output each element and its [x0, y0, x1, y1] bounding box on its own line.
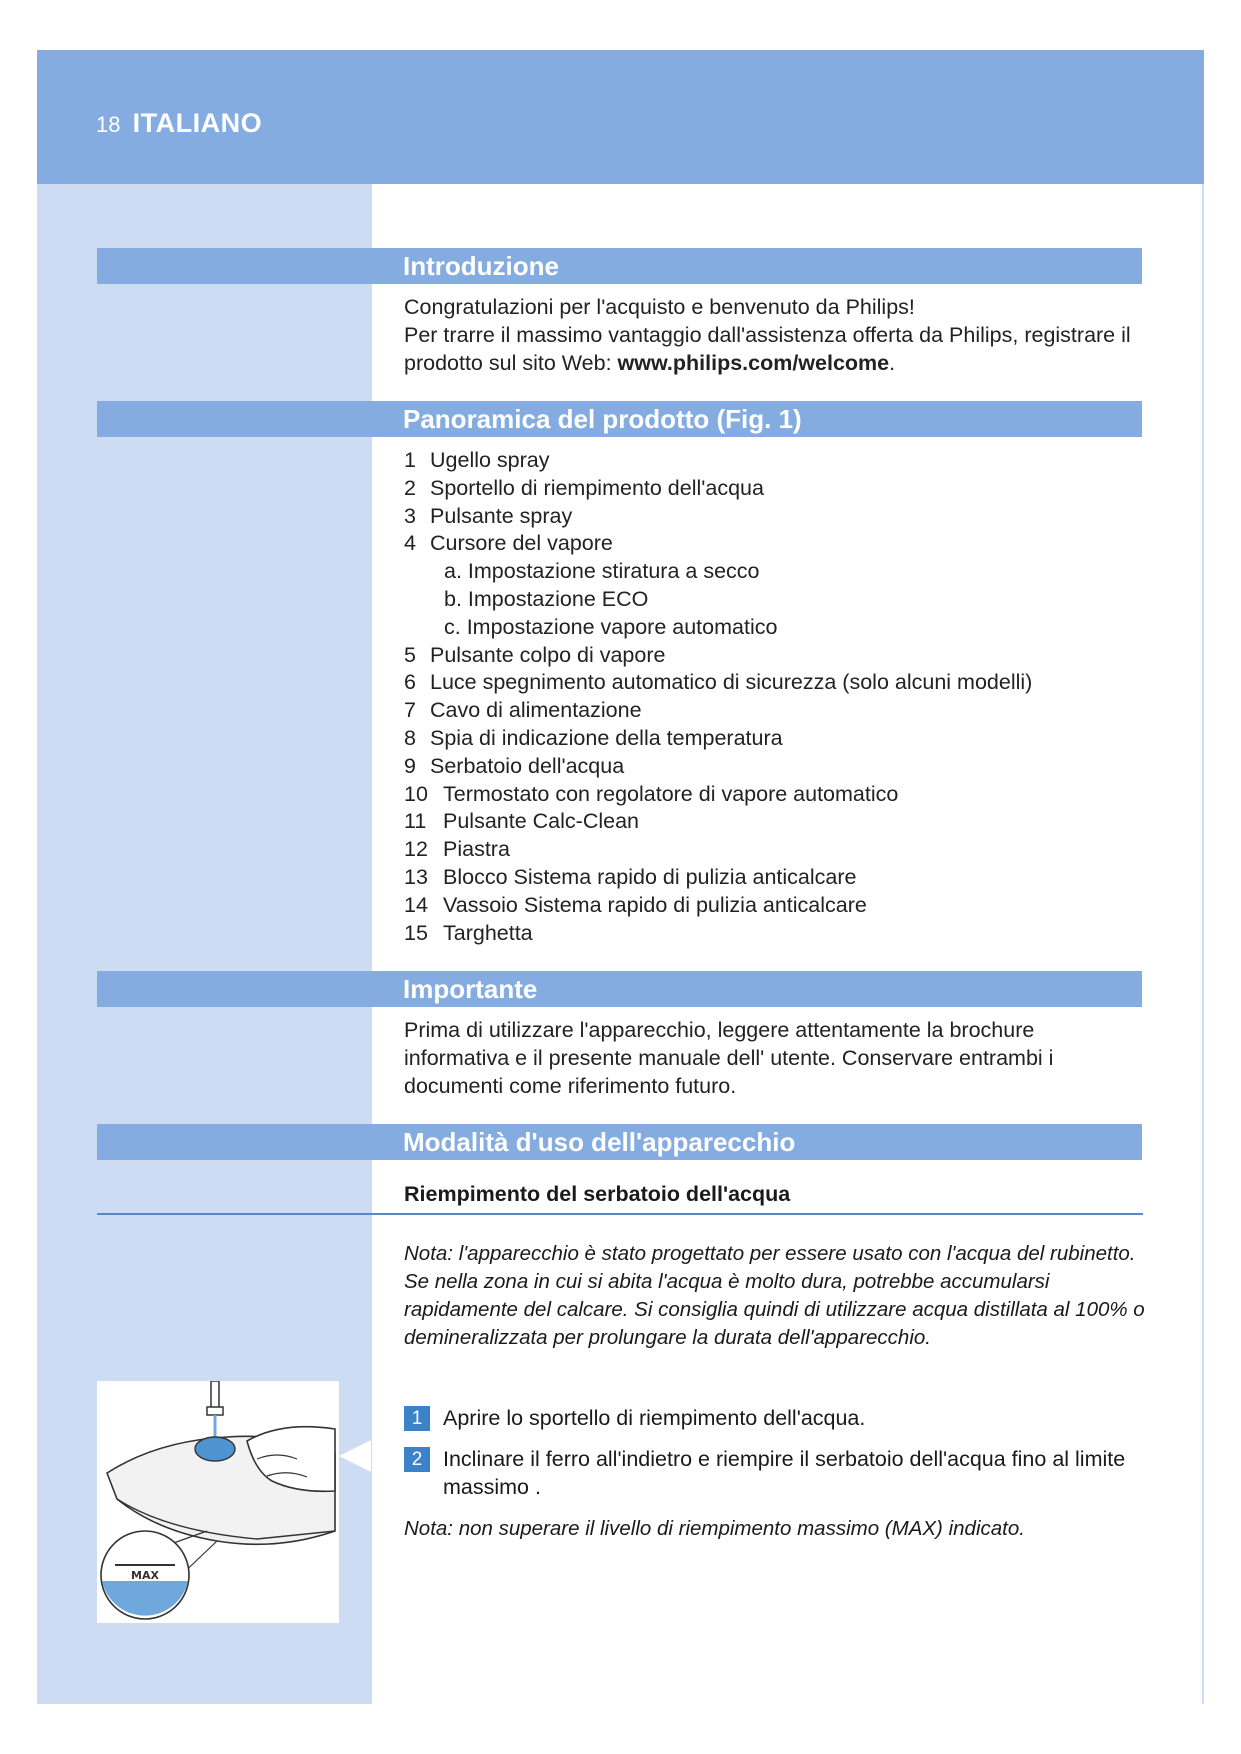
parts-item-number: 7: [404, 698, 416, 723]
callout-pointer: [339, 1440, 371, 1472]
parts-item-label: Pulsante colpo di vapore: [430, 642, 666, 667]
parts-item-number: 15: [404, 920, 428, 945]
section-bar-overview: [97, 401, 1142, 437]
parts-list: [404, 447, 1144, 947]
parts-list-subitem: [404, 558, 1144, 586]
iron-filling-drawing: [97, 1381, 339, 1623]
parts-list-item: [404, 530, 1144, 558]
parts-item-number: 3: [404, 503, 416, 528]
step-2-badge: 2: [404, 1447, 430, 1472]
parts-item-label: Serbatoio dell'acqua: [430, 753, 625, 778]
section-bar-intro: [97, 248, 1142, 284]
parts-item-label: Piastra: [443, 837, 510, 862]
parts-item-number: 5: [404, 642, 416, 667]
parts-list-item: [404, 892, 1144, 920]
parts-item-number: 10: [404, 781, 428, 806]
parts-item-number: 8: [404, 725, 416, 750]
parts-item-number: 4: [404, 531, 416, 556]
max-label: MAX: [131, 1569, 159, 1582]
iron-filling-illustration: [97, 1381, 339, 1623]
important-text: [404, 1016, 1094, 1100]
parts-item-label: Pulsante Calc-Clean: [443, 809, 639, 834]
parts-item-number: 12: [404, 837, 428, 862]
parts-item-label: Targhetta: [443, 920, 533, 945]
intro-line-2-text: Per trarre il massimo vantaggio dall'assistenza offerta da Philips, registrare il prodotto sul sito Web:: [404, 323, 1131, 375]
parts-list-item: [404, 725, 1144, 753]
parts-item-label: Termostato con regolatore di vapore automatico: [443, 781, 899, 806]
step-1: [404, 1404, 1144, 1432]
page-number: 18: [96, 112, 121, 137]
parts-list-item: [404, 669, 1144, 697]
parts-list-item: [404, 503, 1144, 531]
parts-item-number: 1: [404, 448, 416, 472]
parts-list-item: [404, 697, 1144, 725]
parts-item-label: Cavo di alimentazione: [430, 698, 642, 723]
subheading-rule: [97, 1213, 1143, 1215]
intro-text: [404, 293, 1144, 377]
section-title-usage: Modalità d'uso dell'apparecchio: [403, 1127, 796, 1157]
step-2-text: Inclinare il ferro all'indietro e riempire il serbatoio dell'acqua fino al limite massimo .: [443, 1447, 1126, 1499]
note-water: Nota: l'apparecchio è stato progettato per essere usato con l'acqua del rubinetto. Se nella zona in cui si abita l'acqua è molto dura, potrebbe accumularsi rapidamente del calcare. Si consiglia quindi di utilizzare acqua distillata al 100% o demineralizzata per prolungare la durata dell'apparecchio.: [404, 1242, 1145, 1349]
subheading-filling: Riempimento del serbatoio dell'acqua: [404, 1182, 791, 1206]
language-title: ITALIANO: [132, 108, 263, 138]
parts-item-label: Luce spegnimento automatico di sicurezza (solo alcuni modelli): [430, 670, 1033, 695]
parts-list-item: [404, 836, 1144, 864]
parts-list-item: [404, 475, 1144, 503]
parts-list-item: [404, 753, 1144, 781]
parts-list-subitem: [404, 586, 1144, 614]
parts-item-label: a. Impostazione stiratura a secco: [444, 559, 760, 584]
parts-item-label: Cursore del vapore: [430, 531, 613, 556]
parts-item-number: 13: [404, 864, 428, 889]
section-bar-important: [97, 971, 1142, 1007]
right-border: [1202, 184, 1204, 1704]
note-max: Nota: non superare il livello di riempimento massimo (MAX) indicato.: [404, 1517, 1025, 1540]
parts-item-number: 11: [404, 809, 427, 834]
section-title-intro: Introduzione: [403, 251, 559, 281]
parts-list-item: [404, 447, 1144, 475]
parts-item-number: 14: [404, 892, 428, 917]
parts-list-item: [404, 642, 1144, 670]
parts-item-number: 2: [404, 475, 416, 500]
parts-list-subitem: [404, 614, 1144, 642]
parts-item-label: b. Impostazione ECO: [444, 586, 649, 611]
parts-list-item: [404, 920, 1144, 948]
intro-url-suffix: .: [889, 351, 896, 375]
welcome-url: www.philips.com/welcome: [617, 351, 890, 375]
parts-item-label: Vassoio Sistema rapido di pulizia anticalcare: [443, 892, 867, 917]
page-header: [96, 108, 262, 139]
parts-item-label: Pulsante spray: [430, 503, 573, 528]
parts-item-label: Sportello di riempimento dell'acqua: [430, 475, 764, 500]
step-2: [404, 1445, 1144, 1501]
intro-line-1: Congratulazioni per l'acquisto e benvenuto da Philips!: [404, 295, 915, 319]
intro-line-2: [404, 321, 1144, 377]
parts-item-number: 9: [404, 753, 416, 778]
parts-list-item: [404, 781, 1144, 809]
step-1-text: Aprire lo sportello di riempimento dell'acqua.: [443, 1406, 866, 1430]
important-paragraph: Prima di utilizzare l'apparecchio, leggere attentamente la brochure informativa e il presente manuale dell' utente. Conservare entrambi i documenti come riferimento futuro.: [404, 1018, 1054, 1098]
parts-list-item: [404, 864, 1144, 892]
parts-item-label: Ugello spray: [430, 448, 550, 472]
parts-item-label: c. Impostazione vapore automatico: [444, 614, 778, 639]
section-title-important: Importante: [403, 974, 538, 1004]
step-1-badge: 1: [404, 1406, 430, 1431]
parts-item-label: Spia di indicazione della temperatura: [430, 725, 783, 750]
parts-list-container: [404, 447, 1144, 947]
section-title-overview: Panoramica del prodotto (Fig. 1): [403, 404, 802, 434]
section-bar-usage: [97, 1124, 1142, 1160]
parts-list-item: [404, 808, 1144, 836]
parts-item-label: Blocco Sistema rapido di pulizia anticalcare: [443, 864, 857, 889]
parts-item-number: 6: [404, 670, 416, 695]
